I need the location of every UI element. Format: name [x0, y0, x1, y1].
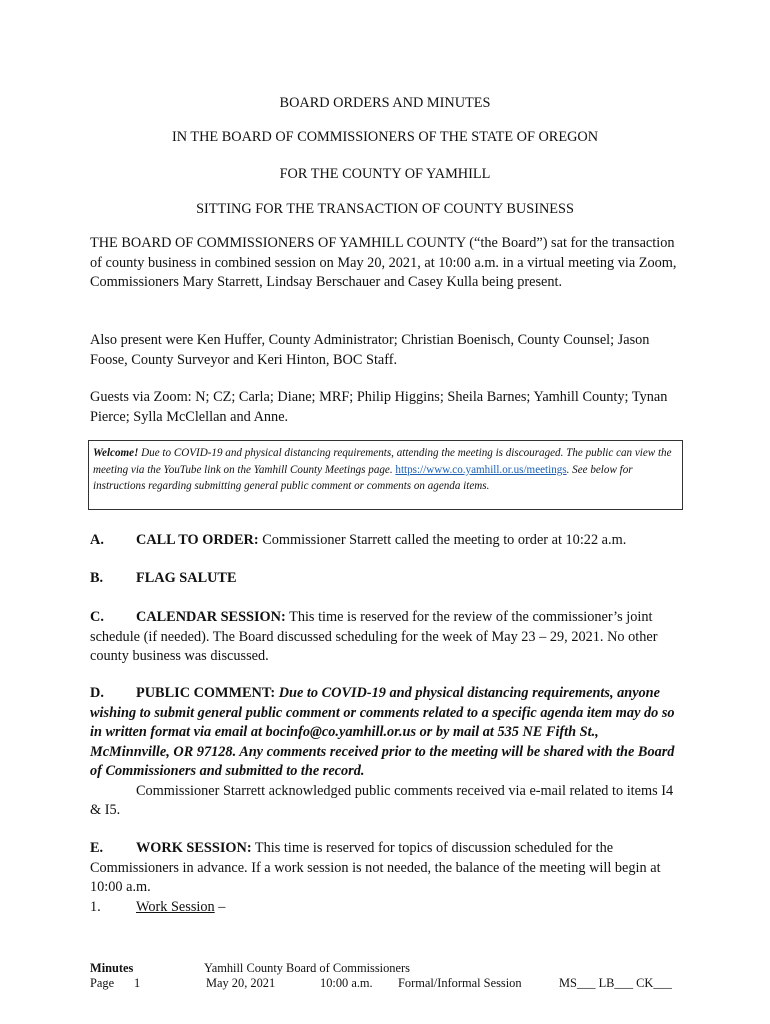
footer-organization: Yamhill County Board of Commissioners — [204, 961, 410, 975]
section-a-title: CALL TO ORDER: — [136, 532, 259, 548]
work-session-item-number: 1. — [90, 898, 101, 915]
section-d-note: Commissioner Starrett acknowledged public comments received via e-mail related to items I4 & I5. — [90, 782, 674, 818]
section-d-instructions: Due to COVID-19 and physical distancing requirements, anyone wishing to submit general public comment or comments related to a specific agenda item may do so in written format via email at bocinfo@co.yamhill.or.us or by mail at 535 NE Fifth St., McMinnville, OR 97128. Any comments received prior to the meeting will be shared with the Board of Commissioners and submitted to the record. — [90, 685, 675, 779]
section-b — [90, 569, 680, 589]
intro-paragraph: THE BOARD OF COMMISSIONERS OF YAMHILL COUNTY (“the Board”) sat for the transaction of county business in combined session on May 20, 2021, at 10:00 a.m. in a virtual meeting via Zoom, Commissioners Mary Starrett, Lindsay Berschauer and Casey Kulla being present. — [90, 235, 677, 290]
guests-paragraph: Guests via Zoom: N; CZ; Carla; Diane; MRF; Philip Higgins; Sheila Barnes; Yamhill County; Tynan Pierce; Sylla McClellan and Anne. — [90, 389, 668, 425]
heading-line-2: IN THE BOARD OF COMMISSIONERS OF THE STATE OF OREGON — [171, 129, 599, 145]
footer-page-label: Page — [90, 976, 115, 990]
section-e — [90, 839, 680, 917]
section-d-letter: D. — [90, 685, 104, 701]
footer-date: May 20, 2021 — [206, 976, 276, 990]
section-c-title: CALENDAR SESSION: — [136, 609, 286, 625]
section-c-text: This time is reserved for the review of the commissioner’s joint schedule (if needed). The Board discussed scheduling for the week of May 23 – 29, 2021. No other county business was discussed. — [90, 609, 658, 664]
footer-session-type: Formal/Informal Session — [398, 976, 522, 990]
section-d-title: PUBLIC COMMENT: — [136, 685, 276, 701]
welcome-label: Welcome! — [93, 447, 139, 459]
section-a — [90, 531, 680, 551]
attendees-paragraph: Also present were Ken Huffer, County Administrator; Christian Boenisch, County Counsel; Jason Foose, County Surveyor and Keri Hinton, BOC Staff. — [90, 332, 650, 368]
section-e-text: This time is reserved for topics of discussion scheduled for the Commissioners in advance. If a work session is not needed, the balance of the meeting will begin at 10:00 a.m. — [90, 840, 661, 895]
footer-time: 10:00 a.m. — [320, 976, 373, 990]
section-a-text: Commissioner Starrett called the meeting to order at 10:22 a.m. — [258, 532, 627, 548]
notice-text-2: . See below for instructions regarding submitting general public comment or comments on agenda items. — [93, 463, 633, 493]
section-e-letter: E. — [90, 840, 104, 856]
footer-minutes-label: Minutes — [90, 961, 134, 975]
notice-text-1: Due to COVID-19 and physical distancing requirements, attending the meeting is discouraged. The public can view the meeting via the YouTube link on the Yamhill County Meetings page. — [93, 447, 672, 476]
heading-line-3: FOR THE COUNTY OF YAMHILL — [279, 166, 491, 182]
work-session-item — [90, 898, 680, 918]
section-e-title: WORK SESSION: — [136, 840, 252, 856]
work-session-item-label: Work Session — [136, 898, 215, 915]
section-b-letter: B. — [90, 570, 104, 586]
section-c-letter: C. — [90, 609, 104, 625]
work-session-item-suffix: – — [214, 898, 226, 915]
footer-initials: MS___ LB___ CK___ — [559, 976, 672, 990]
heading-line-4: SITTING FOR THE TRANSACTION OF COUNTY BUSINESS — [196, 201, 574, 217]
heading-line-1: BOARD ORDERS AND MINUTES — [279, 95, 491, 111]
section-a-letter: A. — [90, 532, 104, 548]
welcome-notice-box — [88, 440, 683, 510]
footer-page-number: 1 — [134, 976, 141, 990]
section-d — [90, 684, 680, 821]
meetings-link[interactable]: https://www.co.yamhill.or.us/meetings — [395, 463, 567, 476]
section-b-title: FLAG SALUTE — [136, 570, 237, 586]
section-c — [90, 608, 680, 667]
